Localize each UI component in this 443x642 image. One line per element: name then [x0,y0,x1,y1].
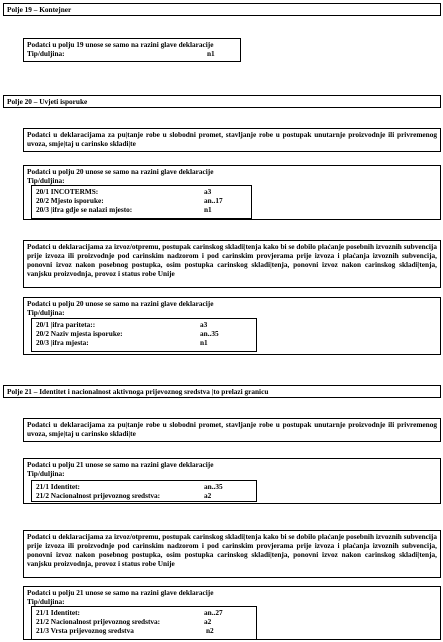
condition-box-export [23,240,441,288]
field-row [36,626,252,635]
condition-box-import [23,418,441,442]
condition-box-import [23,128,441,152]
section-header-polje-20 [3,95,441,108]
field-row [36,482,252,491]
field-row [36,491,252,500]
field-label: 21/2 Nacionalnost prijevoznog sredstva: [36,491,161,500]
field-row [36,617,252,626]
field-label: 20/1 |ifra pariteta:: [36,320,96,329]
tip-value: n1 [207,49,215,58]
section-title: Polje 20 – Uvjeti isporuke [7,97,88,106]
field-list-polje-21-import [31,480,257,502]
field-value: a2 [204,617,212,626]
condition-text: Podatci u deklaracijama za izvoz/otpremu, postupak carinskog skladi|tenja kako bi se dobilo plaćanje posebnih izvoznih subvencija prije izvoza ili proizvodnje pod carinskim nadzorom i pod carinskim provjerama prije izvoza i plaćanja izvoznih subvencija, ponovni izvoz nakon posebnog postupka, osim postupka carinskog skladi|tenja, ponovni izvoz nakon carinskog skladi|tenja, vanjsku proizvodnja, provoz i status robe Unije [27,242,437,278]
field-label: 20/2 Mjesto isporuke: [36,196,104,205]
field-row [36,338,252,347]
field-list-polje-21-export [31,606,257,640]
section-title: Polje 21 – Identitet i nacionalnost aktivnoga prijevoznog sredstva |to prelazi granicu [7,387,269,396]
note-text: Podatci u polju 21 unose se samo na razini glave deklaracije [27,588,214,597]
condition-text: Podatci u deklaracijama za izvoz/otpremu, postupak carinskog skladi|tenja kako bi se dobilo plaćanje posebnih izvoznih subvencija prije izvoza ili proizvodnje pod carinskim nadzorom i pod carinskim provjerama prije izvoza i plaćanja izvoznih subvencija, ponovni izvoz nakon posebnog postupka, osim postupka carinskog skladi|tenja, ponovni izvoz nakon carinskog skladi|tenja, vanjsku proizvodnja, provoz i status robe Unije [27,532,437,568]
field-label: 20/1 INCOTERMS: [36,187,99,196]
field-value: a3 [200,320,208,329]
tip-label: Tip/duljina: [27,597,65,606]
field-value: n1 [200,338,208,347]
note-text: Podatci u polju 19 unose se samo na razini glave deklaracije [27,40,214,49]
note-text: Podatci u polju 20 unose se samo na razini glave deklaracije [27,299,214,308]
section-header-polje-19 [3,3,441,16]
field-value: n1 [204,205,212,214]
note-text: Podatci u polju 21 unose se samo na razini glave deklaracije [27,460,214,469]
field-label: 20/3 |ifra gdje se nalazi mjesto: [36,205,133,214]
field-row [36,608,252,617]
field-value: n2 [206,626,214,635]
info-box-polje-19 [23,38,241,62]
field-label: 21/1 Identitet: [36,482,80,491]
field-label: 20/3 |ifra mjesta: [36,338,89,347]
field-row [36,196,247,205]
field-label: 21/2 Nacionalnost prijevoznog sredstva: [36,617,161,626]
tip-label: Tip/duljina: [27,176,65,185]
field-value: an..27 [204,608,223,617]
condition-box-export [23,530,441,578]
field-value: a3 [204,187,212,196]
field-value: an..35 [204,482,223,491]
field-row [36,187,247,196]
field-label: 20/2 Naziv mjesta isporuke: [36,329,123,338]
field-value: an..17 [204,196,223,205]
field-row [36,320,252,329]
field-label: 21/3 Vrsta prijevoznog sredstva [36,626,134,635]
field-list-polje-20-import [31,185,252,219]
field-value: a2 [204,491,212,500]
condition-text: Podatci u deklaracijama za pu|tanje robe u slobodni promet, stavljanje robe u postupak unutarnje proizvodnje ili privremenog uvoza, smje|taj u carinsko skladi|te [27,130,437,148]
field-label: 21/1 Identitet: [36,608,80,617]
field-value: an..35 [200,329,219,338]
section-header-polje-21 [3,385,441,398]
note-text: Podatci u polju 20 unose se samo na razini glave deklaracije [27,167,214,176]
tip-label: Tip/duljina: [27,469,65,478]
field-row [36,329,252,338]
tip-label: Tip/duljina: [27,308,65,317]
condition-text: Podatci u deklaracijama za pu|tanje robe u slobodni promet, stavljanje robe u postupak unutarnje proizvodnje ili privremenog uvoza, smje|taj u carinsko skladi|te [27,420,437,438]
tip-row [27,49,237,58]
section-title: Polje 19 – Kontejner [7,5,72,14]
field-list-polje-20-export [31,318,257,352]
tip-label: Tip/duljina: [27,49,65,58]
field-row [36,205,247,214]
